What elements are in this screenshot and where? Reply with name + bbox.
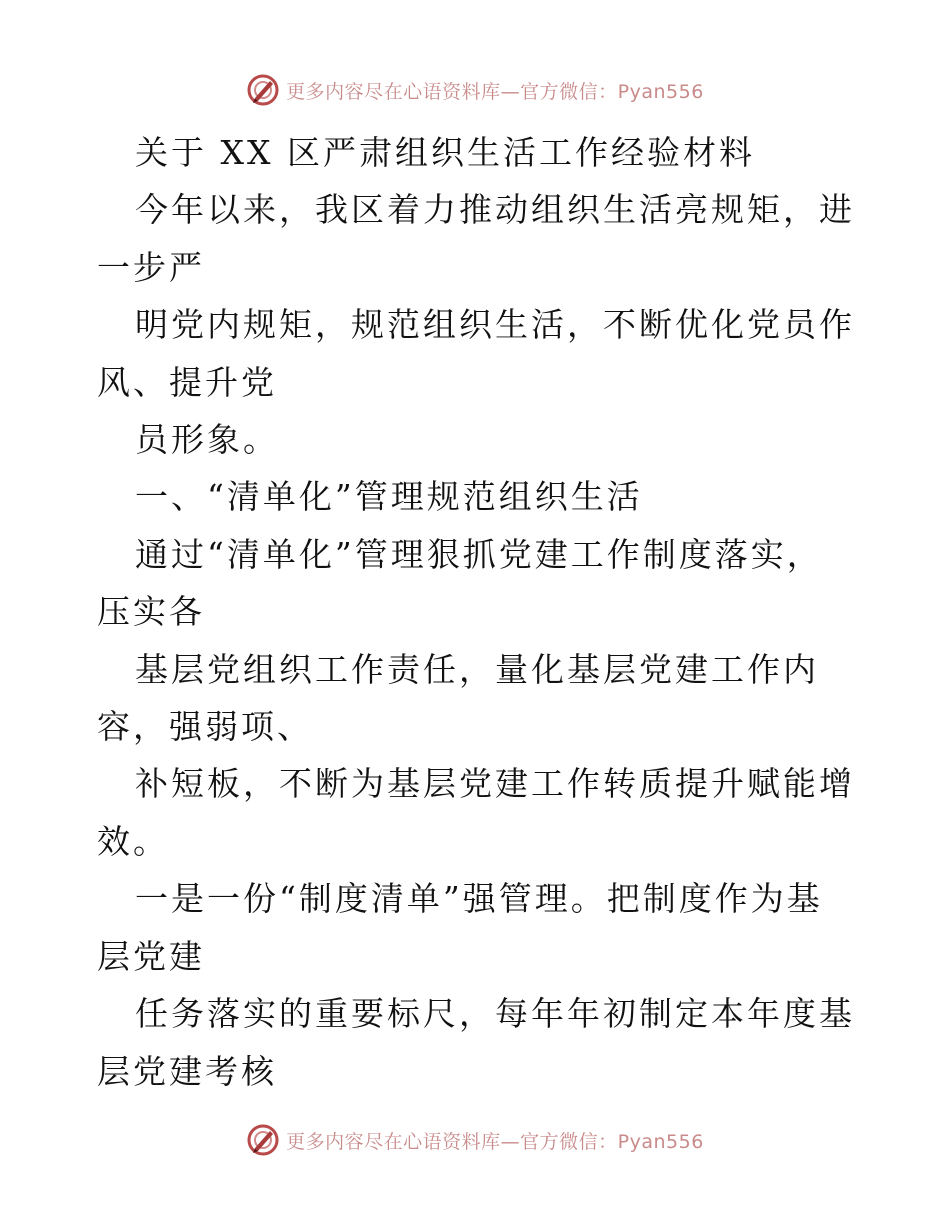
pen-logo-icon (246, 73, 280, 107)
footer-watermark (0, 1120, 950, 1160)
doc-title: 关于 XX 区严肃组织生活工作经验材料 (135, 133, 755, 172)
document-body (97, 124, 857, 1100)
header-watermark (0, 70, 950, 110)
paragraph-line: 明党内规矩，规范组织生活，不断优化党员作风、提升党 (97, 305, 855, 402)
paragraph-line: 员形象。 (135, 420, 279, 460)
paragraph-line: 今年以来，我区着力推动组织生活亮规矩，进一步严 (97, 190, 855, 287)
watermark-text: 更多内容尽在心语资料库—官方微信：Pyan556 (286, 80, 704, 103)
section-heading: 一、“清单化”管理规范组织生活 (135, 477, 643, 517)
paragraph-line: 补短板，不断为基层党建工作转质提升赋能增效。 (97, 764, 855, 861)
paragraph-line: 通过“清单化”管理狠抓党建工作制度落实，压实各 (97, 534, 823, 632)
paragraph-line: 任务落实的重要标尺，每年年初制定本年度基层党建考核 (97, 994, 855, 1091)
watermark-text: 更多内容尽在心语资料库—官方微信：Pyan556 (286, 1130, 704, 1153)
paragraph-line: 一是一份“制度清单”强管理。把制度作为基层党建 (97, 879, 823, 976)
pen-logo-icon (246, 1123, 280, 1157)
paragraph-line: 基层党组织工作责任，量化基层党建工作内容，强弱项、 (97, 649, 819, 747)
